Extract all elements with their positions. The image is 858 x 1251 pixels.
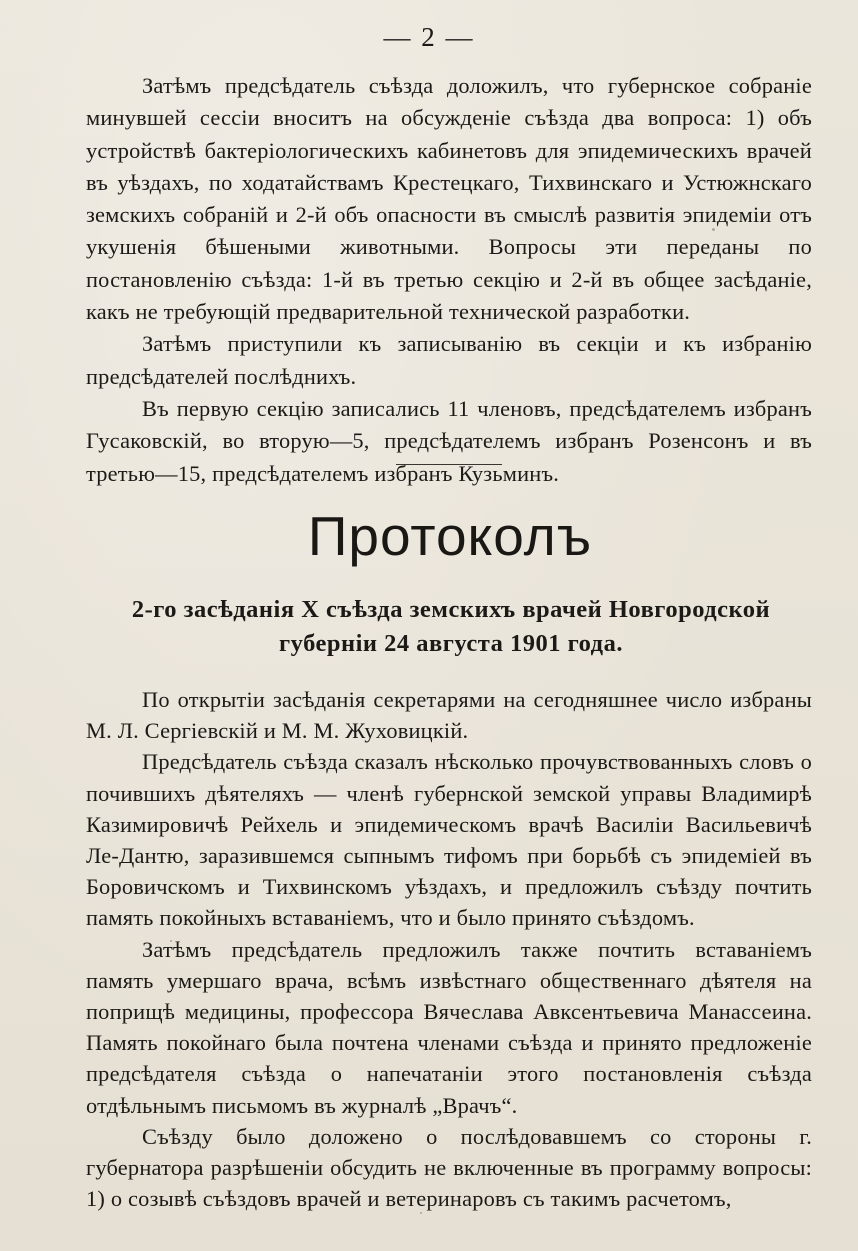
intro-section [86, 70, 812, 490]
page-number: — 2 — [383, 22, 475, 52]
paragraph-sections-chairs: Затѣмъ приступили къ записыванію въ секціи и къ избранію предсѣдателей послѣднихъ. [86, 331, 812, 389]
paper-speck [712, 228, 715, 231]
protocol-subtitle-line-1: 2-го засѣданія X съѣзда земскихъ врачей Новгородской [131, 596, 771, 623]
protocol-subtitle-line-2: губерніи 24 августа 1901 года. [279, 630, 623, 657]
paragraph-section-members: Въ первую секцію записались 11 членовъ, предсѣдателемъ избранъ Гусаковскій, во вторую—5, предсѣдателемъ избранъ Розенсонъ и въ третью—15, предсѣдателемъ избранъ Кузьминъ. [86, 395, 812, 486]
protocol-title: Протоколъ [307, 505, 593, 567]
paper-speck [420, 1212, 422, 1214]
paper-speck [170, 940, 172, 942]
paragraph-secretaries: По открытіи засѣданія секретарями на сегодняшнее число избраны М. Л. Сергіевскій и М. М. Жуховицкій. [86, 687, 812, 744]
paragraph-memorial: Предсѣдатель съѣзда сказалъ нѣсколько прочувствованныхъ словъ о почившихъ дѣятеляхъ — членѣ губернской земской управы Владимирѣ Казимировичѣ Рейхель и эпидемическомъ врачѣ Василіи Васильевичѣ Ле-Дантю, заразившемся сыпнымъ тифомъ при борьбѣ съ эпидеміей въ Боровичскомъ и Тихвинскомъ уѣздахъ, и предложилъ съѣзду почтить память покойныхъ вставаніемъ, что и было принято съѣздомъ. [86, 749, 812, 931]
protocol-subtitle [86, 593, 816, 661]
paragraph-manassein: Затѣмъ предсѣдатель предложилъ также почтить вставаніемъ память умершаго врача, всѣмъ извѣстнаго общественнаго дѣятеля на поприщѣ медицины, профессора Вячеслава Авксентьевича Манассеина. Память покойнаго была почтена членами съѣзда и принято предложеніе предсѣдателя съѣзда о напечатаніи этого постановленія съѣзда отдѣльнымъ письмомъ въ журналѣ „Врачъ“. [86, 936, 812, 1118]
paragraph-agenda: Затѣмъ предсѣдатель съѣзда доложилъ, что губернское собраніе минувшей сессіи вноситъ на обсужденіе съѣзда два вопроса: 1) объ устройствѣ бактеріологическихъ кабинетовъ для эпидемическихъ врачей въ уѣздахъ, по ходатайствамъ Крестецкаго, Тихвинскаго и Устюжнскаго земскихъ собраній и 2-й объ опасности въ смыслѣ развитія эпидеміи отъ укушенія бѣшеными животными. Вопросы эти переданы по постановленію съѣзда: 1-й въ третью секцію и 2-й въ общее засѣданіе, какъ не требующій предварительной технической разработки. [86, 73, 812, 325]
section-divider [396, 464, 502, 465]
protocol-body [86, 684, 812, 1214]
paragraph-governor-permission: Съѣзду было доложено о послѣдовавшемъ со стороны г. губернатора разрѣшеніи обсудить не включенные въ программу вопросы: 1) о созывѣ съѣздовъ врачей и ветеринаровъ съ такимъ расчетомъ, [86, 1123, 812, 1212]
